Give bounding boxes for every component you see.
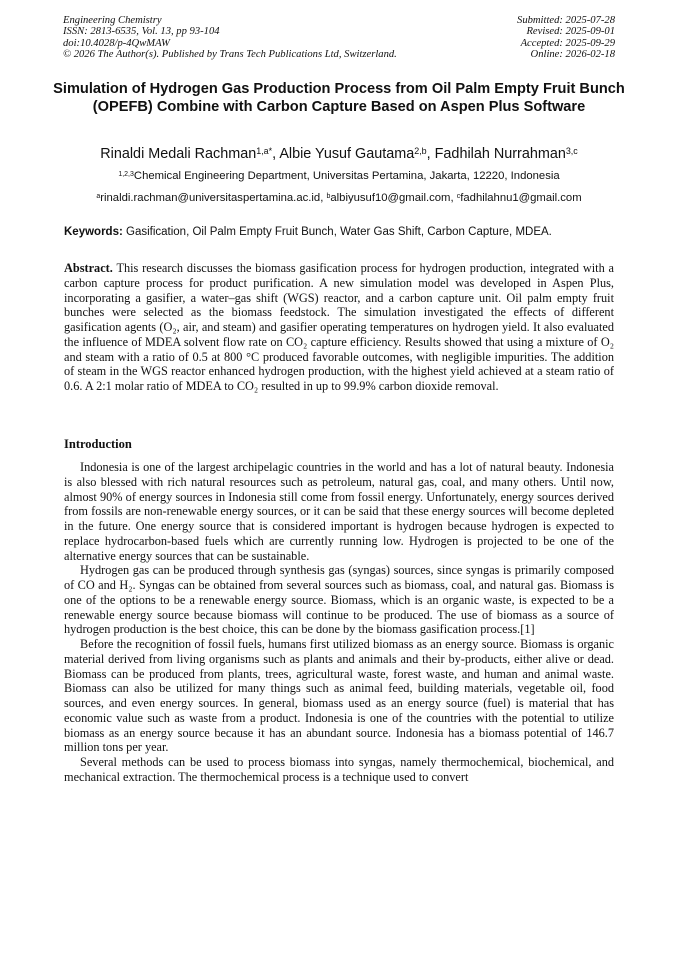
author-affiliation-mark: 2,b [414, 145, 427, 156]
keywords-text: Gasification, Oil Palm Empty Fruit Bunch, Water Gas Shift, Carbon Capture, MDEA. [126, 226, 552, 238]
author-affiliation-mark: 3,c [565, 145, 578, 156]
paragraph: Indonesia is one of the largest archipelagic countries in the world and has a lot of natural beauty. Indonesia is also blessed with rich natural resources such as petroleum, natural gas, coal, and many others. Until now, almost 90% of energy sources in Indonesia still come from fossil energy. Unfortunately, energy sources derived from fossils are non-renewable energy sources, or it can be said that these energy sources will become depleted in the future. One energy source that is considered important is hydrogen because hydrogen is expected to replace hydrocarbon-based fuels which are currently running low. Hydrogen is projected to be one of the alternative energy sources that can be sustainable. [64, 460, 614, 563]
author-emails [20, 191, 658, 205]
introduction-body [64, 460, 614, 785]
email-separator: , [320, 192, 327, 204]
affiliation-text: Chemical Engineering Department, Universitas Pertamina, Jakarta, 12220, Indonesia [133, 170, 560, 182]
author-name: Rinaldi Medali Rachman [100, 146, 257, 162]
email-mark: b [326, 192, 331, 200]
journal-info [63, 15, 397, 60]
email-separator: , [450, 192, 457, 204]
abstract-label: Abstract. [64, 261, 113, 275]
keywords-label: Keywords: [64, 226, 123, 238]
paragraph: Before the recognition of fossil fuels, humans first utilized biomass as an energy source. Biomass is organic material derived from living organisms such as plants and animals and their by-products, either alive or dead. Biomass can be produced from plants, trees, agricultural waste, forest waste, and human and animal waste. Biomass can also be utilized for many things such as animal feed, building materials, vegetable oil, food sources, and even energy sources. In general, biomass used as an energy source (fuel) is material that has economic value such as waste from a product. Indonesia is one of the countries with the potential to utilize biomass as an energy source because it has an abundant source. Indonesia has a biomass potential of 146.7 million tons per year. [64, 637, 614, 755]
paper-title: Simulation of Hydrogen Gas Production Process from Oil Palm Empty Fruit Bunch (OPEFB) Combine with Carbon Capture Based on Aspen Plus Software [53, 81, 625, 115]
abstract [64, 261, 614, 394]
journal-doi[interactable]: doi:10.4028/p-4QwMAW [63, 37, 171, 49]
author-name: Fadhilah Nurrahman [434, 146, 566, 162]
email-mark: a [96, 192, 101, 200]
revised-date: Revised: 2025-09-01 [526, 26, 615, 38]
accepted-date: Accepted: 2025-09-29 [520, 37, 615, 49]
journal-issn: ISSN: 2813-6535, Vol. 13, pp 93-104 [63, 26, 220, 38]
journal-name: Engineering Chemistry [63, 15, 162, 26]
submission-dates [517, 15, 615, 60]
email-link[interactable]: rinaldi.rachman@universitaspertamina.ac.id [100, 192, 321, 204]
email-link[interactable]: albiyusuf10@gmail.com [330, 192, 451, 204]
author-name: Albie Yusuf Gautama [279, 146, 415, 162]
journal-header [63, 15, 615, 60]
email-link[interactable]: fadhilahnu1@gmail.com [460, 192, 582, 204]
online-date: Online: 2026-02-18 [530, 48, 615, 60]
email-mark: c [456, 192, 461, 200]
affiliation [20, 169, 658, 183]
keywords [64, 225, 614, 239]
paragraph: Hydrogen gas can be produced through synthesis gas (syngas) sources, since syngas is primarily composed of CO and H₂. Syngas can be obtained from several sources such as biomass, coal, and natural gas. Biomass is one of the options to be a renewable energy source. Biomass, which is an organic waste, is expected to be a renewable energy source because biomass will continue to be produced. The use of biomass as a source of hydrogen production is the best choice, this can be done by the biomass gasification process.[1] [64, 563, 614, 637]
author-affiliation-mark: 1,a* [256, 145, 273, 156]
author-separator: , [272, 146, 280, 162]
abstract-text: This research discusses the biomass gasification process for hydrogen production, integrated with a carbon capture process for product purification. A new simulation model was developed in Aspen Plus, incorporating a gasifier, a water–gas shift (WGS) reactor, and a carbon capture unit. Oil palm empty fruit bunches were selected as the biomass feedstock. The simulation investigated the effects of different gasification agents (O₂, air, and steam) and gasifier operating temperatures on hydrogen yield. It also evaluated the influence of MDEA solvent flow rate on CO₂ capture efficiency. Results showed that using a mixture of O₂ and steam with a ratio of 0.5 at 800 °C produced favorable outcomes, with negligible impurities. The addition of steam in the WGS reactor enhanced hydrogen production, with the highest yield achieved at a steam ratio of 0.6. A 2:1 molar ratio of MDEA to CO₂ resulted in up to 99.9% carbon dioxide removal. [64, 261, 614, 393]
author-separator: , [426, 146, 435, 162]
journal-copyright: © 2026 The Author(s). Published by Trans Tech Publications Ltd, Switzerland. [63, 48, 397, 60]
author-list [20, 144, 658, 164]
introduction-heading: Introduction [64, 437, 132, 451]
paragraph: Several methods can be used to process biomass into syngas, namely thermochemical, biochemical, and mechanical extraction. The thermochemical process is a technique used to convert [64, 755, 614, 784]
affiliation-mark: 1,2,3 [118, 170, 134, 178]
submitted-date: Submitted: 2025-07-28 [517, 15, 615, 26]
